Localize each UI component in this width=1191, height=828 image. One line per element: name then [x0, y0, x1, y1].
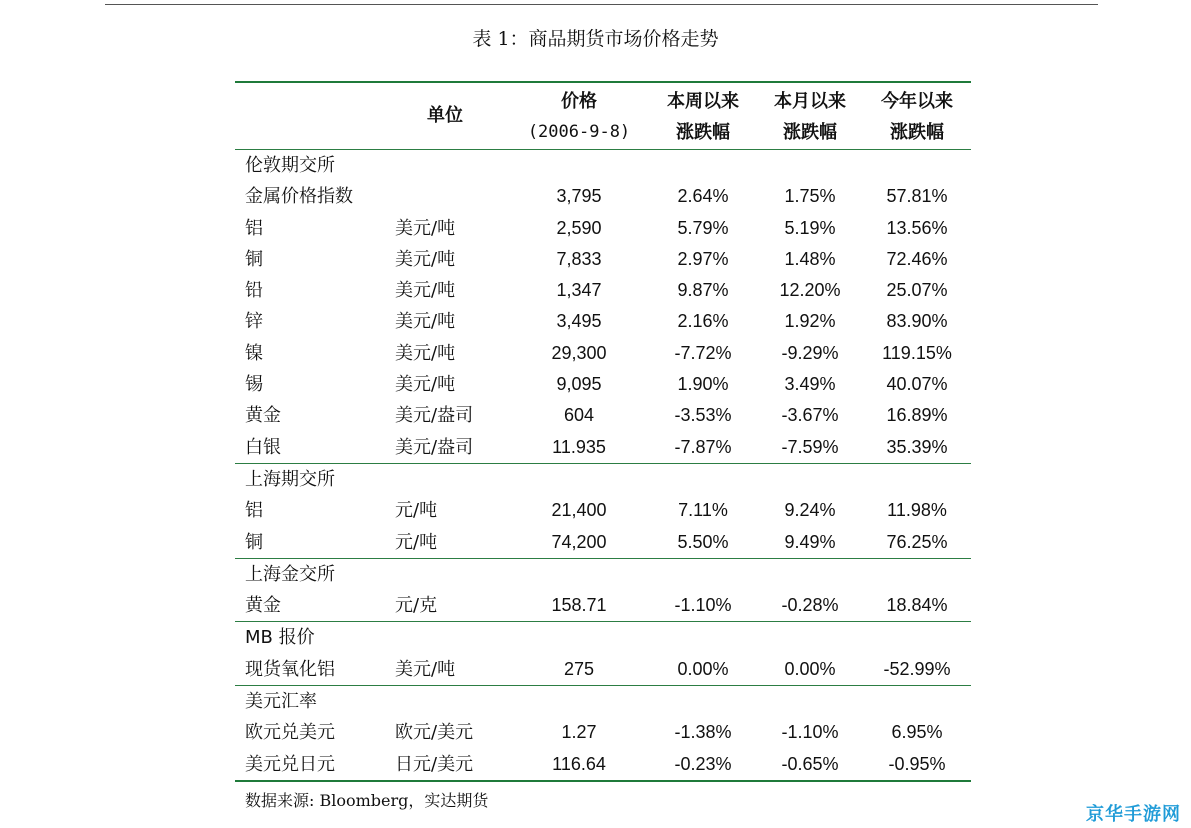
commodity-name: 现货氧化铝 — [245, 658, 335, 680]
price-cell: 2,590 — [556, 217, 602, 238]
commodity-unit: 美元/吨 — [395, 248, 456, 270]
table-row — [235, 749, 971, 780]
commodity-name: 美元兑日元 — [245, 753, 335, 775]
week-change-cell: 5.50% — [677, 531, 729, 552]
commodity-unit: 美元/吨 — [395, 658, 456, 680]
commodity-unit: 元/吨 — [395, 500, 438, 522]
year-change-cell: 57.81% — [886, 186, 948, 207]
table-row — [235, 306, 971, 337]
week-change-cell: 1.90% — [677, 374, 729, 395]
year-change-cell: 72.46% — [886, 248, 948, 269]
header-week-line2: 涨跌幅 — [676, 122, 730, 143]
watermark-logo: 京华手游网 — [1086, 804, 1181, 825]
table-row — [235, 213, 971, 244]
header-price — [514, 86, 644, 148]
header-price-line2: (2006-9-8) — [527, 122, 631, 142]
year-change-cell: -52.99% — [883, 658, 951, 679]
group-header-row — [235, 686, 971, 717]
group-name: 上海期交所 — [245, 468, 335, 490]
price-cell: 7,833 — [556, 248, 602, 269]
year-change-cell: 40.07% — [886, 374, 948, 395]
commodity-name: 白银 — [245, 436, 281, 458]
month-change-cell: -0.28% — [781, 595, 839, 616]
price-cell: 275 — [563, 658, 595, 679]
table-caption: 表 1：商品期货市场价格走势 — [472, 28, 719, 50]
commodity-name: 镍 — [245, 342, 263, 364]
year-change-cell: 119.15% — [882, 342, 952, 363]
week-change-cell: 9.87% — [677, 280, 729, 301]
table-row — [235, 527, 971, 558]
month-change-cell: 9.24% — [784, 500, 836, 521]
week-change-cell: 2.64% — [677, 186, 729, 207]
price-cell: 74,200 — [551, 531, 607, 552]
year-change-cell: 18.84% — [886, 595, 948, 616]
year-change-cell: 76.25% — [886, 531, 948, 552]
header-week — [648, 86, 758, 148]
month-change-cell: -0.65% — [781, 753, 839, 774]
price-cell: 116.64 — [552, 753, 606, 774]
table-row — [235, 275, 971, 306]
week-change-cell: 5.79% — [677, 217, 729, 238]
group-name: 伦敦期交所 — [245, 155, 335, 176]
group-header-row — [235, 559, 971, 590]
month-change-cell: -1.10% — [781, 722, 839, 743]
group-name: 美元汇率 — [245, 691, 317, 713]
commodity-unit: 美元/吨 — [395, 280, 456, 302]
month-change-cell: 3.49% — [784, 374, 836, 395]
table-row — [235, 181, 971, 212]
year-change-cell: 25.07% — [886, 280, 948, 301]
header-year-line2: 涨跌幅 — [890, 122, 944, 143]
month-change-cell: 1.75% — [784, 186, 836, 207]
commodity-name: 铅 — [245, 280, 263, 302]
price-cell: 9,095 — [556, 374, 602, 395]
table-row — [235, 244, 971, 275]
header-year-line1: 今年以来 — [881, 91, 953, 112]
table-body — [235, 150, 971, 782]
commodity-unit: 美元/盎司 — [395, 436, 474, 458]
table-row — [235, 338, 971, 369]
month-change-cell: 5.19% — [784, 217, 836, 238]
week-change-cell: -7.72% — [674, 342, 732, 363]
commodity-name: 锡 — [245, 374, 263, 396]
week-change-cell: -1.38% — [674, 722, 732, 743]
commodity-unit: 日元/美元 — [395, 753, 474, 775]
year-change-cell: 83.90% — [886, 311, 948, 332]
commodity-unit: 美元/吨 — [395, 311, 456, 333]
table-row — [235, 495, 971, 526]
price-cell: 1.27 — [561, 722, 597, 743]
month-change-cell: -7.59% — [781, 436, 839, 457]
price-cell: 1,347 — [556, 280, 602, 301]
commodity-unit: 欧元/美元 — [395, 722, 474, 744]
commodity-unit: 美元/盎司 — [395, 405, 474, 427]
header-week-line1: 本周以来 — [667, 91, 739, 112]
month-change-cell: 1.48% — [784, 248, 836, 269]
table-row — [235, 717, 971, 748]
table-header — [235, 83, 971, 149]
price-cell: 3,495 — [556, 311, 602, 332]
commodity-name: 铜 — [245, 531, 263, 553]
header-unit: 单位 — [427, 105, 463, 126]
commodity-unit: 美元/吨 — [395, 217, 456, 239]
price-cell: 21,400 — [551, 500, 607, 521]
commodity-name: 黄金 — [245, 595, 281, 617]
commodity-name: 金属价格指数 — [245, 186, 353, 208]
commodity-name: 铝 — [245, 217, 263, 239]
commodity-name: 欧元兑美元 — [245, 722, 335, 744]
group-name: 上海金交所 — [245, 563, 335, 585]
table-row — [235, 590, 971, 621]
commodity-name: 铝 — [245, 500, 263, 522]
week-change-cell: -3.53% — [674, 405, 732, 426]
price-cell: 11.935 — [552, 436, 606, 457]
header-month-line2: 涨跌幅 — [783, 122, 837, 143]
price-cell: 604 — [563, 405, 595, 426]
week-change-cell: -1.10% — [674, 595, 732, 616]
commodity-name: 铜 — [245, 248, 263, 270]
header-price-line1: 价格 — [561, 91, 597, 112]
year-change-cell: 11.98% — [887, 500, 947, 521]
commodity-table — [235, 81, 971, 782]
commodity-unit: 美元/吨 — [395, 374, 456, 396]
month-change-cell: 12.20% — [779, 280, 841, 301]
header-month — [755, 86, 865, 148]
table-row — [235, 654, 971, 685]
group-header-row — [235, 150, 971, 181]
week-change-cell: 7.11% — [678, 500, 728, 521]
group-header-row — [235, 622, 971, 653]
commodity-unit: 美元/吨 — [395, 342, 456, 364]
header-month-line1: 本月以来 — [774, 91, 846, 112]
month-change-cell: 0.00% — [784, 658, 836, 679]
group-name: MB 报价 — [245, 627, 315, 649]
week-change-cell: -7.87% — [674, 436, 732, 457]
group-separator-rule — [235, 780, 971, 782]
month-change-cell: 9.49% — [784, 531, 836, 552]
table-row — [235, 369, 971, 400]
commodity-name: 黄金 — [245, 405, 281, 427]
commodity-unit: 元/克 — [395, 595, 438, 617]
year-change-cell: 13.56% — [886, 217, 948, 238]
month-change-cell: -3.67% — [781, 405, 839, 426]
year-change-cell: -0.95% — [888, 753, 946, 774]
source-note: 数据来源: Bloomberg，实达期货 — [245, 791, 489, 810]
commodity-unit: 元/吨 — [395, 531, 438, 553]
price-cell: 3,795 — [556, 186, 602, 207]
table-row — [235, 400, 971, 431]
week-change-cell: 0.00% — [677, 658, 729, 679]
group-header-row — [235, 464, 971, 495]
week-change-cell: 2.97% — [677, 248, 729, 269]
header-year — [862, 86, 972, 148]
year-change-cell: 16.89% — [886, 405, 948, 426]
week-change-cell: 2.16% — [677, 311, 729, 332]
month-change-cell: -9.29% — [781, 342, 839, 363]
price-cell: 29,300 — [551, 342, 607, 363]
year-change-cell: 6.95% — [891, 722, 943, 743]
year-change-cell: 35.39% — [886, 436, 948, 457]
week-change-cell: -0.23% — [674, 753, 732, 774]
table-row — [235, 432, 971, 463]
commodity-name: 锌 — [245, 311, 263, 333]
month-change-cell: 1.92% — [784, 311, 836, 332]
price-cell: 158.71 — [551, 595, 607, 616]
top-rule — [105, 4, 1098, 5]
